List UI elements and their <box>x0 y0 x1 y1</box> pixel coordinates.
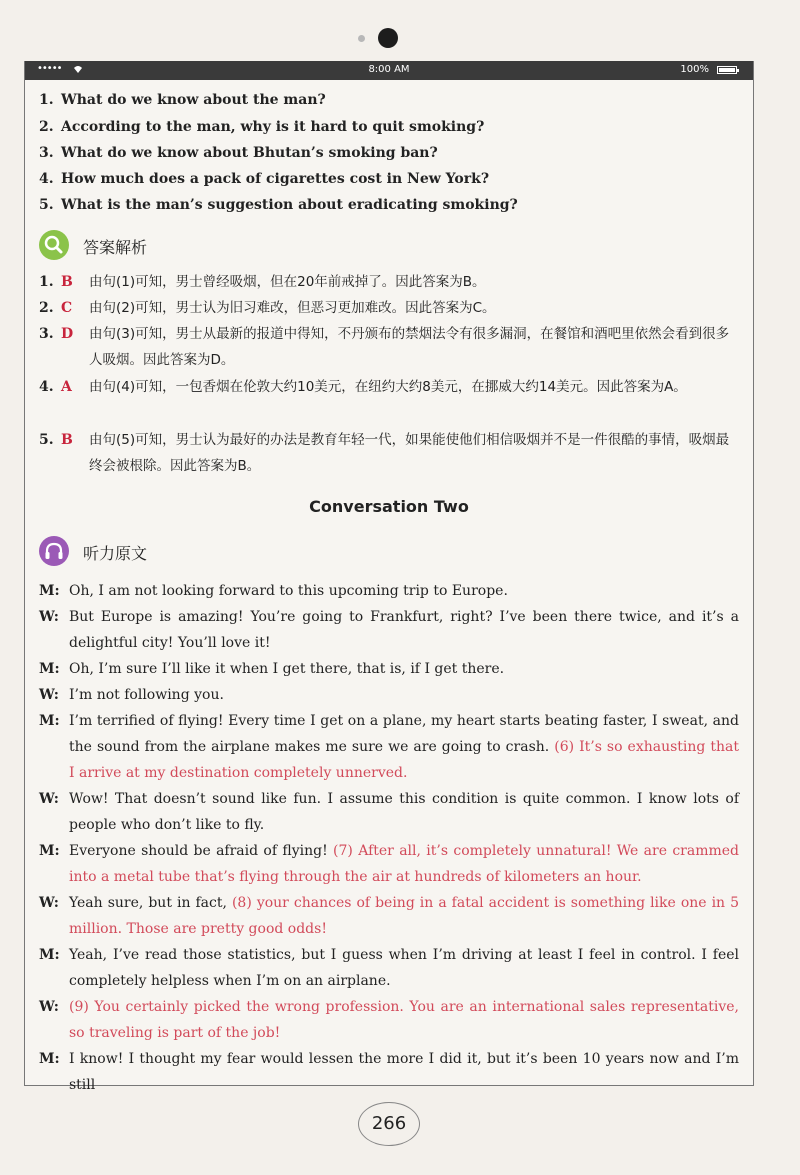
tablet-screen <box>24 61 754 1093</box>
question-3: 3. What do we know about Bhutan’s smoking ban? <box>39 145 438 161</box>
page-number: 266 <box>358 1102 420 1146</box>
answer-item-3: 3. D 由句(3)可知，男士从最新的报道中得知，不丹颁布的禁烟法令有很多漏洞，在餐馆和酒吧里依然会看到很多人吸烟。因此答案为D。 <box>39 326 730 368</box>
dialogue-line-6: W: Wow! That doesn’t sound like fun. I assume this condition is quite common. I know lots of people who don’t like to fly. <box>39 791 739 833</box>
battery-icon <box>717 66 737 74</box>
dialogue-line-3: M: Oh, I’m sure I’ll like it when I get there, that is, if I get there. <box>39 661 505 677</box>
conversation-title: Conversation Two <box>309 497 469 516</box>
front-camera <box>378 28 398 48</box>
question-4: 4. How much does a pack of cigarettes cost in New York? <box>39 171 490 187</box>
device-camera <box>0 28 800 48</box>
dialogue-line-8: W: Yeah sure, but in fact, (8) your chances of being in a fatal accident is something like one in 5 million. Those are pretty good odds! <box>39 895 740 937</box>
question-5: 5. What is the man’s suggestion about eradicating smoking? <box>39 197 518 213</box>
dialogue-line-7: M: Everyone should be afraid of flying! (7) After all, it’s completely unnatural! We are crammed into a metal tube that’s flying through the air at hundreds of kilometers an hour. <box>39 843 739 885</box>
dialogue-line-5: M: I’m terrified of flying! Every time I get on a plane, my heart starts beating faster, I sweat, and the sound from the airplane makes me sure we are going to crash. (6) It’s so exhausting that I arrive at my destination completely unnerved. <box>39 713 740 781</box>
headphones-icon <box>39 536 69 566</box>
dialogue-line-9: M: Yeah, I’ve read those statistics, but I guess when I’m driving at least I feel in control. I feel completely helpless when I’m on an airplane. <box>39 947 739 989</box>
battery-percentage: 100% <box>680 64 709 75</box>
status-time: 8:00 AM <box>368 64 410 75</box>
answer-item-4: 4. A 由句(4)可知，一包香烟在伦敦大约10美元，在纽约大约8美元，在挪威大约14美元。因此答案为A。 <box>39 379 687 395</box>
dialogue-line-2: W: But Europe is amazing! You’re going to Frankfurt, right? I’ve been there twice, and it’s a delightful city! You’ll love it! <box>39 609 739 651</box>
signal-strength: ••••• <box>37 63 62 74</box>
dialogue-line-4: W: I’m not following you. <box>39 687 224 703</box>
answer-item-2: 2. C 由句(2)可知，男士认为旧习难改，但恶习更加难改。因此答案为C。 <box>39 300 496 316</box>
sensor-dot <box>358 35 365 42</box>
status-bar <box>25 61 753 80</box>
answer-item-5: 5. B 由句(5)可知，男士认为最好的办法是教育年轻一代，如果能使他们相信吸烟并不是一件很酷的事情，吸烟最终会被根除。因此答案为B。 <box>39 432 730 474</box>
answers-section-title: 答案解析 <box>83 238 148 257</box>
answer-item-1: 1. B 由句(1)可知，男士曾经吸烟，但在20年前戒掉了。因此答案为B。 <box>39 274 486 290</box>
dialogue-line-11: M: I know! I thought my fear would lessen the more I did it, but it’s been 10 years now and I’m still <box>39 1051 739 1093</box>
dialogue-line-1: M: Oh, I am not looking forward to this upcoming trip to Europe. <box>39 583 508 599</box>
magnifier-icon <box>39 230 69 260</box>
transcript-section-title: 听力原文 <box>83 544 148 563</box>
question-1: 1. What do we know about the man? <box>39 92 326 108</box>
question-2: 2. According to the man, why is it hard to quit smoking? <box>39 119 485 135</box>
dialogue-line-10: W: (9) You certainly picked the wrong profession. You are an international sales representative, so traveling is part of the job! <box>39 999 739 1041</box>
